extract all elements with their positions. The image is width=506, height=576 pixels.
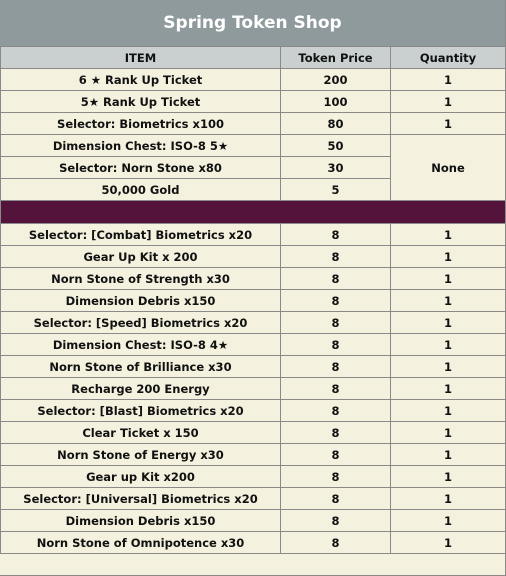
- bottom-items: [1, 224, 506, 554]
- item-quantity: 1: [391, 246, 506, 268]
- item-quantity: 1: [391, 510, 506, 532]
- table-row: [1, 422, 506, 444]
- item-quantity: 1: [391, 466, 506, 488]
- item-name: Selector: [Combat] Biometrics x20: [1, 224, 281, 246]
- quantity-none: None: [391, 135, 506, 201]
- item-quantity: 1: [391, 422, 506, 444]
- item-quantity: 1: [391, 532, 506, 554]
- table-row: [1, 113, 506, 135]
- item-quantity: 1: [391, 488, 506, 510]
- item-quantity: 1: [391, 268, 506, 290]
- item-quantity: 1: [391, 91, 506, 113]
- table-row: [1, 532, 506, 554]
- item-quantity: 1: [391, 356, 506, 378]
- item-name: 5★ Rank Up Ticket: [1, 91, 281, 113]
- table-row: [1, 510, 506, 532]
- table-row: [1, 312, 506, 334]
- table-row: [1, 290, 506, 312]
- item-name: Dimension Chest: ISO-8 5★: [1, 135, 281, 157]
- header-quantity: Quantity: [391, 47, 506, 69]
- item-price: 8: [281, 510, 391, 532]
- item-price: 8: [281, 246, 391, 268]
- item-price: 8: [281, 356, 391, 378]
- item-quantity: 1: [391, 290, 506, 312]
- item-quantity: 1: [391, 400, 506, 422]
- item-name: Norn Stone of Omnipotence x30: [1, 532, 281, 554]
- item-price: 50: [281, 135, 391, 157]
- item-price: 80: [281, 113, 391, 135]
- item-quantity: 1: [391, 69, 506, 91]
- item-quantity: 1: [391, 113, 506, 135]
- table-row: [1, 135, 506, 157]
- item-name: Norn Stone of Brilliance x30: [1, 356, 281, 378]
- item-quantity: 1: [391, 444, 506, 466]
- item-price: 100: [281, 91, 391, 113]
- item-price: 8: [281, 532, 391, 554]
- table-row: [1, 444, 506, 466]
- item-price: 8: [281, 312, 391, 334]
- item-price: 30: [281, 157, 391, 179]
- table-row: [1, 400, 506, 422]
- shop-title: Spring Token Shop: [0, 0, 505, 46]
- table-row: [1, 246, 506, 268]
- item-quantity: 1: [391, 334, 506, 356]
- item-price: 8: [281, 422, 391, 444]
- item-name: Gear Up Kit x 200: [1, 246, 281, 268]
- table-row: [1, 69, 506, 91]
- item-name: Gear up Kit x200: [1, 466, 281, 488]
- table-row: [1, 488, 506, 510]
- item-price: 8: [281, 400, 391, 422]
- item-quantity: 1: [391, 312, 506, 334]
- item-name: Selector: Norn Stone x80: [1, 157, 281, 179]
- item-name: Recharge 200 Energy: [1, 378, 281, 400]
- table-row: [1, 334, 506, 356]
- item-name: Norn Stone of Energy x30: [1, 444, 281, 466]
- item-price: 200: [281, 69, 391, 91]
- item-price: 5: [281, 179, 391, 201]
- shop-items-table: [0, 46, 506, 554]
- item-price: 8: [281, 224, 391, 246]
- item-quantity: 1: [391, 224, 506, 246]
- table-row: [1, 268, 506, 290]
- item-name: Selector: [Blast] Biometrics x20: [1, 400, 281, 422]
- table-row: [1, 224, 506, 246]
- table-row: [1, 91, 506, 113]
- item-name: Dimension Debris x150: [1, 290, 281, 312]
- item-price: 8: [281, 488, 391, 510]
- table-row: [1, 356, 506, 378]
- header-row: [1, 47, 506, 69]
- item-name: Dimension Debris x150: [1, 510, 281, 532]
- item-name: Clear Ticket x 150: [1, 422, 281, 444]
- item-name: Selector: [Universal] Biometrics x20: [1, 488, 281, 510]
- header-item: ITEM: [1, 47, 281, 69]
- item-price: 8: [281, 378, 391, 400]
- section-divider: [1, 201, 506, 224]
- item-price: 8: [281, 334, 391, 356]
- item-name: Selector: Biometrics x100: [1, 113, 281, 135]
- item-name: Norn Stone of Strength x30: [1, 268, 281, 290]
- table-row: [1, 466, 506, 488]
- item-name: 6 ★ Rank Up Ticket: [1, 69, 281, 91]
- item-price: 8: [281, 268, 391, 290]
- item-price: 8: [281, 290, 391, 312]
- header-token-price: Token Price: [281, 47, 391, 69]
- item-quantity: 1: [391, 378, 506, 400]
- table-row: [1, 378, 506, 400]
- item-price: 8: [281, 444, 391, 466]
- item-name: Selector: [Speed] Biometrics x20: [1, 312, 281, 334]
- item-price: 8: [281, 466, 391, 488]
- item-name: 50,000 Gold: [1, 179, 281, 201]
- item-name: Dimension Chest: ISO-8 4★: [1, 334, 281, 356]
